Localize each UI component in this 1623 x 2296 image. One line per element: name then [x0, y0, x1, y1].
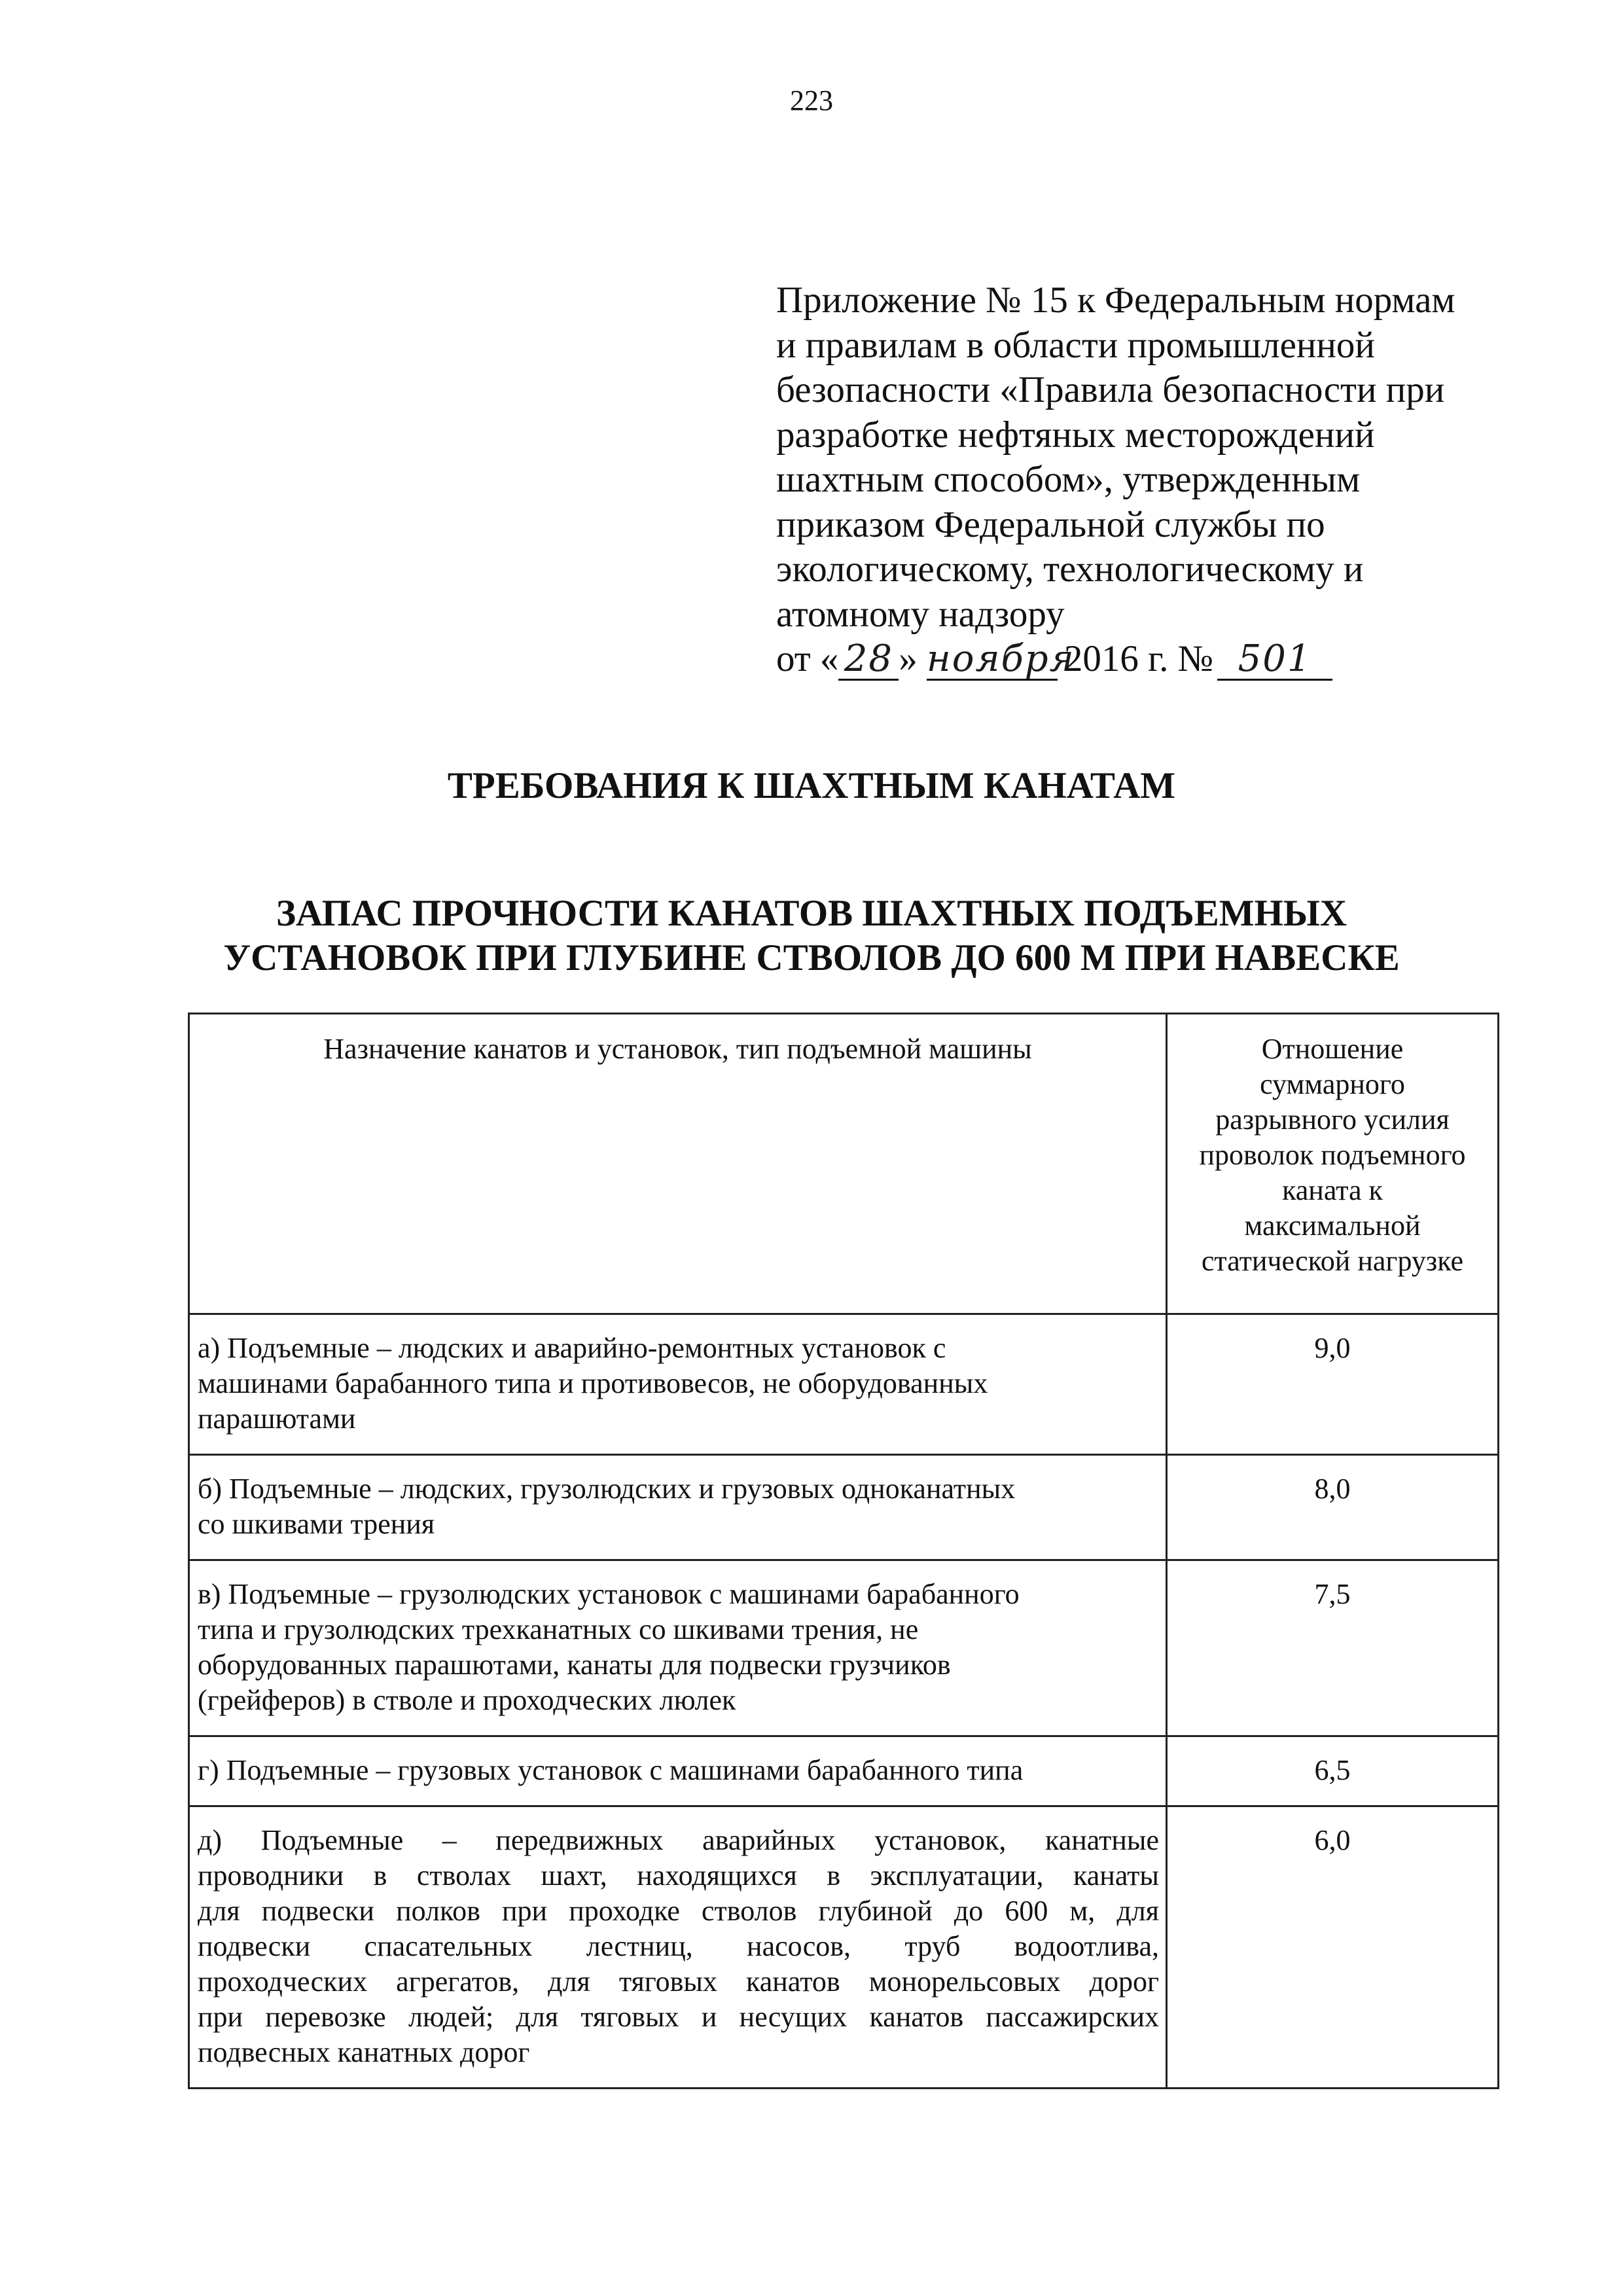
row-value: 6,5 [1167, 1736, 1499, 1806]
row-value: 9,0 [1167, 1314, 1499, 1455]
table-row [189, 1736, 1499, 1806]
row-line: (грейферов) в стволе и проходческих люлек [198, 1684, 736, 1716]
annex-line: и правилам в области промышленной [776, 324, 1375, 366]
row-value: 7,5 [1167, 1560, 1499, 1736]
header-ratio-line: проволок подъемного [1199, 1139, 1466, 1171]
page-number: 223 [790, 84, 833, 117]
row-description [189, 1455, 1167, 1560]
header-ratio-line: Отношение [1261, 1033, 1404, 1065]
annex-line: разработке нефтяных месторождений [776, 414, 1375, 456]
row-line: парашютами [198, 1403, 356, 1435]
row-description [189, 1736, 1167, 1806]
header-ratio-line: каната к [1282, 1174, 1383, 1206]
row-line: при перевозке людей; для тяговых и несущих канатов пассажирских [198, 2001, 1159, 2033]
row-line: со шкивами трения [198, 1508, 435, 1540]
header-ratio [1167, 1014, 1499, 1314]
row-line: подвески спасательных лестниц, насосов, труб водоотлива, [198, 1930, 1159, 1962]
row-line: подвесных канатных дорог [198, 2036, 530, 2068]
row-line: машинами барабанного типа и противовесов, не оборудованных [198, 1367, 988, 1399]
handwritten-order-number: 501 [1217, 639, 1332, 681]
date-mid: » [899, 638, 918, 679]
approval-date-line [776, 637, 1509, 682]
row-description [189, 1806, 1167, 2089]
table-row [189, 1455, 1499, 1560]
document-title [0, 764, 1623, 808]
header-purpose: Назначение канатов и установок, тип подъемной машины [189, 1014, 1167, 1314]
table-title [0, 891, 1623, 980]
date-year: 2016 г. № [1063, 638, 1214, 679]
date-prefix: от « [776, 638, 839, 679]
row-line: проходческих агрегатов, для тяговых канатов монорельсовых дорог [198, 1965, 1159, 1998]
header-ratio-line: суммарного [1260, 1068, 1405, 1100]
annex-line: атомному надзору [776, 593, 1065, 635]
row-description [189, 1560, 1167, 1736]
row-description [189, 1314, 1167, 1455]
subtitle-line: УСТАНОВОК ПРИ ГЛУБИНЕ СТВОЛОВ ДО 600 М ПРИ НАВЕСКЕ [223, 937, 1400, 978]
row-line: проводники в стволах шахт, находящихся в эксплуатации, канаты [198, 1859, 1159, 1892]
table-row [189, 1314, 1499, 1455]
subtitle-line: ЗАПАС ПРОЧНОСТИ КАНАТОВ ШАХТНЫХ ПОДЪЕМНЫХ [276, 893, 1347, 934]
annex-block [776, 278, 1509, 682]
row-value: 6,0 [1167, 1806, 1499, 2089]
row-value: 8,0 [1167, 1455, 1499, 1560]
row-line: г) Подъемные – грузовых установок с машинами барабанного типа [198, 1754, 1024, 1786]
annex-line: шахтным способом», утвержденным [776, 459, 1361, 500]
annex-line: экологическому, технологическому и [776, 548, 1364, 590]
row-line: для подвески полков при проходке стволов глубиной до 600 м, для [198, 1895, 1159, 1927]
row-line: а) Подъемные – людских и аварийно-ремонтных установок с [198, 1332, 946, 1364]
row-line: б) Подъемные – людских, грузолюдских и грузовых одноканатных [198, 1473, 1016, 1505]
header-ratio-line: разрывного усилия [1215, 1103, 1450, 1136]
table-row [189, 1806, 1499, 2089]
row-line: оборудованных парашютами, канаты для подвески грузчиков [198, 1649, 951, 1681]
annex-line: приказом Федеральной службы по [776, 503, 1325, 545]
annex-line: безопасности «Правила безопасности при [776, 369, 1445, 410]
safety-factor-table [188, 1013, 1499, 2089]
annex-line: Приложение № 15 к Федеральным нормам [776, 279, 1455, 321]
header-ratio-line: максимальной [1244, 1210, 1421, 1242]
row-line: д) Подъемные – передвижных аварийных установок, канатные [198, 1824, 1159, 1856]
table-header-row [189, 1014, 1499, 1314]
table-row [189, 1560, 1499, 1736]
header-ratio-line: статической нагрузке [1201, 1245, 1464, 1277]
row-line: типа и грузолюдских трехканатных со шкивами трения, не [198, 1613, 919, 1645]
title-line: ТРЕБОВАНИЯ К ШАХТНЫМ КАНАТАМ [447, 765, 1176, 806]
handwritten-month: ноября [926, 637, 1075, 680]
handwritten-day: 28 [838, 639, 899, 681]
row-line: в) Подъемные – грузолюдских установок с машинами барабанного [198, 1578, 1020, 1610]
